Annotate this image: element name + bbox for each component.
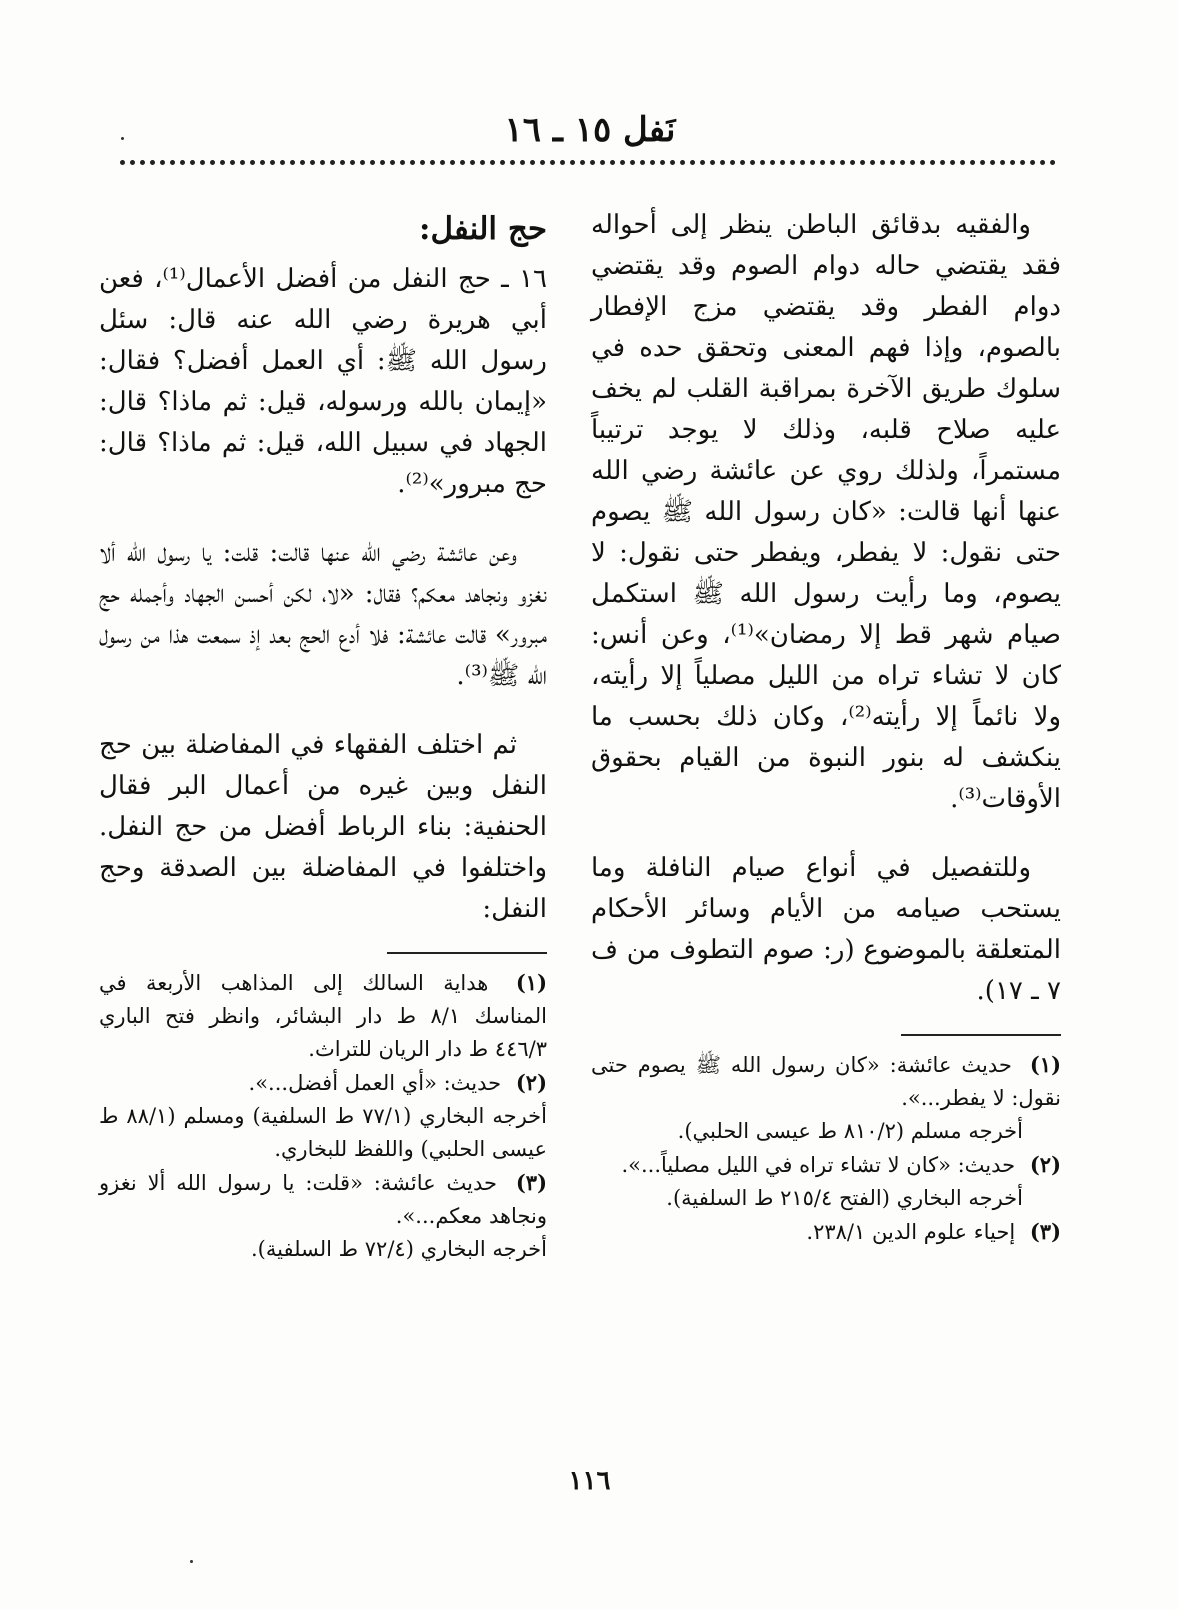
footnote-number: (١) bbox=[515, 970, 547, 995]
footnote-text: هداية السالك إلى المذاهب الأربعة في المناسك ٨/١ ط دار البشائر، وانظر فتح الباري ٤٤٦/٣ ط دار الريان للتراث. bbox=[99, 971, 547, 1061]
footnote-number: (٢) bbox=[515, 1070, 547, 1095]
paragraph: ثم اختلف الفقهاء في المفاضلة بين حج النفل وبين غيره من أعمال البر فقال الحنفية: بناء الرباط أفضل من حج النفل. واختلفوا في المفاضلة بين الصدقة وحج النفل: bbox=[99, 730, 547, 924]
footnote-text: حديث: «كان لا تشاء تراه في الليل مصلياً...». bbox=[621, 1153, 1016, 1177]
dotted-separator bbox=[120, 160, 1056, 165]
footnote-text: حديث عائشة: «قلت: يا رسول الله ألا نغزو ونجاهد معكم...». bbox=[99, 1171, 547, 1228]
paragraph: ١٦ ـ حج النفل من أفضل الأعمال⁽¹⁾، فعن أبي هريرة رضي الله عنه قال: سئل رسول الله ﷺ: أي العمل أفضل؟ فقال: «إيمان بالله ورسوله، قيل: ثم ماذا؟ قال: الجهاد في سبيل الله، قيل: ثم ماذا؟ قال: حج مبرور»⁽²⁾. bbox=[99, 264, 547, 499]
paragraph: وللتفصيل في أنواع صيام النافلة وما يستحب صيامه من الأيام وسائر الأحكام المتعلقة بالموضوع (ر: صوم التطوف من ف ٧ ـ ١٧). bbox=[591, 853, 1061, 1006]
footnote-text: حديث: «أي العمل أفضل...». bbox=[248, 1071, 502, 1095]
footnote-number: (٣) bbox=[515, 1170, 547, 1195]
left-column bbox=[99, 205, 547, 1266]
footnote bbox=[99, 966, 547, 1066]
footnote-separator bbox=[901, 1034, 1061, 1036]
footnote bbox=[591, 1048, 1061, 1115]
footnote-text: حديث عائشة: «كان رسول الله ﷺ يصوم حتى نقول: لا يفطر...». bbox=[591, 1053, 1061, 1110]
footnote bbox=[99, 1166, 547, 1233]
footnote bbox=[591, 1215, 1061, 1249]
footnote-source: أخرجه مسلم (٨١٠/٢ ط عيسى الحلبي). bbox=[677, 1119, 1023, 1143]
scan-speck bbox=[121, 137, 124, 140]
footnote bbox=[99, 1066, 547, 1100]
footnote-source: أخرجه البخاري (٧٧/١ ط السلفية) ومسلم (٨٨/١ ط عيسى الحلبي) واللفظ للبخاري. bbox=[99, 1104, 547, 1161]
page-header: نَفل ١٥ ـ ١٦ bbox=[504, 110, 676, 150]
footnote-separator bbox=[387, 952, 547, 954]
scan-speck bbox=[190, 1560, 193, 1563]
section-heading: حج النفل: bbox=[419, 211, 547, 247]
paragraph: والفقيه بدقائق الباطن ينظر إلى أحواله فقد يقتضي حاله دوام الصوم وقد يقتضي دوام الفطر وقد يقتضي مزج الإفطار بالصوم، وإذا فهم المعنى وتحقق حده في سلوك طريق الآخرة بمراقبة القلب لم يخف عليه صلاح قلبه، وذلك لا يوجد ترتيباً مستمراً، ولذلك روي عن عائشة رضي الله عنها أنها قالت: «كان رسول الله ﷺ يصوم حتى نقول: لا يفطر، ويفطر حتى نقول: لا يصوم، وما رأيت رسول الله ﷺ استكمل صيام شهر قط إلا رمضان»⁽¹⁾، وعن أنس: كان لا تشاء تراه من الليل مصلياً إلا رأيته، ولا نائماً إلا رأيته⁽²⁾، وكان ذلك بحسب ما ينكشف له بنور النبوة من القيام بحقوق الأوقات⁽³⁾. bbox=[591, 210, 1061, 814]
footnote-number: (٣) bbox=[1029, 1219, 1061, 1244]
right-column bbox=[591, 205, 1061, 1249]
page-number: ١١٦ bbox=[568, 1466, 611, 1496]
footnote bbox=[591, 1148, 1061, 1182]
paragraph: وعن عائشة رضي الله عنها قالت: قلت: يا رسول الله ألا نغزو ونجاهد معكم؟ فقال: «لا، لكن أحسن الجهاد وأجمله حج مبرور» قالت عائشة: فلا أدع الحج بعد إذ سمعت هذا من رسول الله ﷺ⁽³⁾. bbox=[99, 538, 547, 691]
footnote-source: أخرجه البخاري (الفتح ٢١٥/٤ ط السلفية). bbox=[666, 1186, 1023, 1210]
footnote-text: إحياء علوم الدين ٢٣٨/١. bbox=[806, 1220, 1016, 1244]
footnote-number: (٢) bbox=[1029, 1152, 1061, 1177]
footnote-source: أخرجه البخاري (٧٢/٤ ط السلفية). bbox=[251, 1237, 547, 1261]
footnote-number: (١) bbox=[1029, 1052, 1061, 1077]
